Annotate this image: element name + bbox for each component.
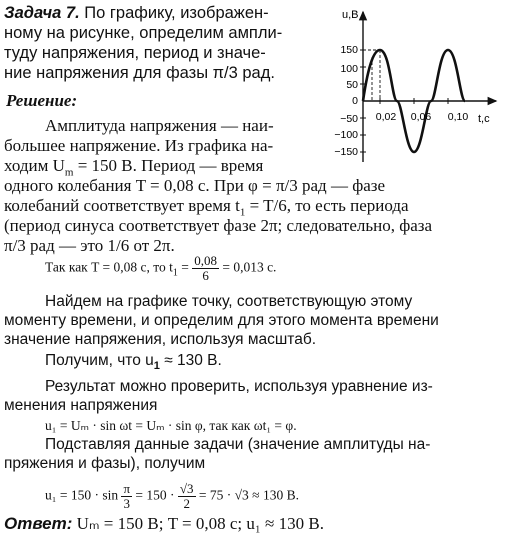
eq2-frac1-den: 3 [123,496,130,511]
calc1-pre: Так как T = 0,08 с, то t [45,259,173,275]
answer-text: Uₘ = 150 В; T = 0,08 с; u₁ ≈ 130 В. [76,514,324,533]
line5-sub: 1 [239,206,246,219]
equation-1: u₁ = Uₘ · sin ωt = Uₘ · sin φ, так как ωt₁ = φ. [45,418,297,433]
solution-line-6: (период синуса соответствует фазе 2π; следовательно, фаза [4,216,433,235]
y-unit-label: u,B [342,9,359,21]
y-tick-neg150: −150 [334,146,358,158]
problem-text-3: туду напряжения, период и значе- [4,44,266,62]
line3-b: = 150 В. Период — время [73,156,264,175]
line5-a: колебаний соответствует время t [4,196,240,215]
result-sub: 1 [153,360,160,373]
calc1-fraction [192,254,219,283]
para2-line-2: моменту времени, и определим для этого момента времени [4,312,439,329]
y-tick-neg100: −100 [334,129,358,141]
calc1-post: = 0,013 с. [218,259,277,275]
x-tick-006: 0,06 [410,111,432,123]
calc1-den: 6 [202,268,209,283]
eq2-post: = 75 · √3 ≈ 130 В. [195,487,299,503]
x-tick-010: 0,10 [447,111,469,123]
calc1-sub: 1 [172,267,178,279]
x-tick-002: 0,02 [375,111,397,123]
result-post: ≈ 130 В. [159,352,222,369]
para3-line-1: Результат можно проверить, используя уравнение из- [45,378,433,395]
result-line [45,352,222,372]
voltage-graph [320,0,504,164]
problem-heading: Задача 7. [4,4,80,22]
para2-line-1: Найдем на графике точку, соответствующую этому [45,293,413,310]
answer-label: Ответ: [4,514,73,533]
solution-heading: Решение: [6,91,78,110]
problem-text-1: По графику, изображен- [84,4,269,22]
solution-line-1: Амплитуда напряжения — наи- [45,116,274,135]
y-tick-100: 100 [340,63,358,75]
line3-sub: m [64,166,74,179]
calc-line-1 [45,254,276,283]
y-tick-50: 50 [346,79,358,91]
eq2-mid: = 150 · [132,487,178,503]
eq2-fraction-1 [121,482,132,511]
eq2-frac2-den: 2 [183,496,190,511]
eq2-pre: u₁ = 150 · sin [45,487,119,503]
problem-line-1 [4,4,269,23]
y-tick-0: 0 [352,95,358,107]
para4-line-2: пряжения и фазы), получим [4,455,206,472]
answer-line [4,514,324,534]
result-pre: Получим, что u [45,352,154,369]
equation-2 [45,482,299,511]
problem-text-4: ние напряжения для фазы π/3 рад. [4,64,275,82]
x-unit-label: t,c [478,113,490,125]
calc1-eq: = [177,259,193,275]
y-tick-150: 150 [340,44,358,56]
solution-line-4: одного колебания T = 0,08 с. При φ = π/3 рад — фазе [4,176,386,195]
eq2-frac1-num: π [123,481,131,496]
eq2-frac2-num: √3 [179,481,194,496]
line3-a: ходим U [4,156,65,175]
para3-line-2: менения напряжения [4,397,158,414]
solution-line-7: π/3 рад — это 1/6 от 2π. [4,236,175,255]
line5-b: = T/6, то есть периода [245,196,409,215]
eq2-fraction-2 [178,482,196,511]
solution-line-2: большее напряжение. Из графика на- [4,136,274,155]
y-tick-neg50: −50 [340,113,358,125]
para2-line-3: значение напряжения, используя масштаб. [4,331,317,348]
problem-text-2: ному на рисунке, определим ампли- [4,24,283,42]
calc1-num: 0,08 [194,253,217,268]
para4-line-1: Подставляя данные задачи (значение амплитуды на- [45,436,431,453]
